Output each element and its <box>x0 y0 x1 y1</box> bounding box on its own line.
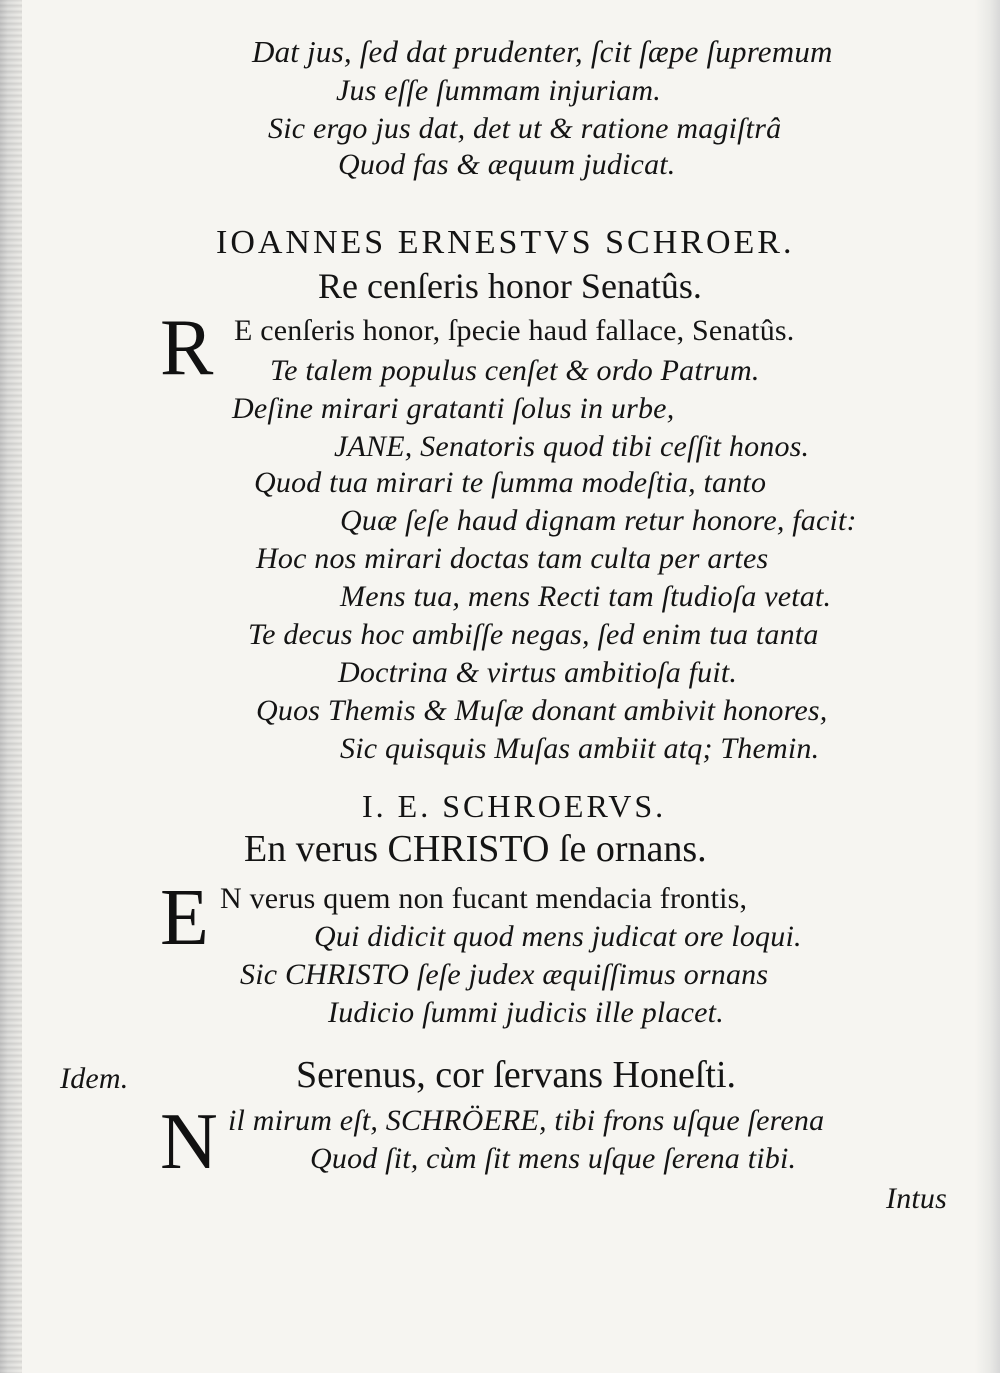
poem-line: JANE, Senatoris quod tibi ceſſit honos. <box>334 430 810 463</box>
poem-line: Te talem populus cenſet & ordo Patrum. <box>270 354 760 387</box>
poem-line: Dat jus, ſed dat prudenter, ſcit ſæpe ſupremum <box>252 34 833 69</box>
author-heading: IOANNES ERNESTVS SCHROER. <box>216 224 795 261</box>
motto-heading: Serenus, cor ſervans Honeſti. <box>296 1054 737 1096</box>
drop-cap: E <box>160 874 209 962</box>
poem-line: Sic ergo jus dat, det ut & ratione magiſtrâ <box>268 112 782 145</box>
poem-line: N verus quem non fucant mendacia frontis, <box>220 882 748 915</box>
poem-line: Quod tua mirari te ſumma modeſtia, tanto <box>254 466 767 499</box>
poem-line: Jus eſſe ſummam injuriam. <box>336 74 661 107</box>
author-heading: I. E. SCHROERVS. <box>362 788 667 824</box>
poem-line: Quod fas & æquum judicat. <box>338 148 676 181</box>
poem-line: Deſine mirari gratanti ſolus in urbe, <box>232 392 675 425</box>
poem-line: Iudicio ſummi judicis ille placet. <box>328 996 724 1029</box>
poem-line: Qui didicit quod mens judicat ore loqui. <box>314 920 802 953</box>
drop-cap: R <box>160 304 214 392</box>
motto-heading: Re cenſeris honor Senatûs. <box>318 266 702 306</box>
poem-line: Sic quisquis Muſas ambiit atq; Themin. <box>340 732 820 765</box>
poem-line: Mens tua, mens Recti tam ſtudioſa vetat. <box>340 580 832 613</box>
poem-line: Quos Themis & Muſæ donant ambivit honores, <box>256 694 828 727</box>
poem-line: E cenſeris honor, ſpecie haud fallace, Senatûs. <box>234 314 795 347</box>
poem-line: Sic CHRISTO ſeſe judex æquiſſimus ornans <box>240 958 769 991</box>
poem-line: il mirum eſt, SCHRÖERE, tibi frons uſque ſerena <box>228 1104 825 1137</box>
binding-gutter <box>0 0 22 1373</box>
margin-label: Idem. <box>60 1062 129 1095</box>
poem-line: Quod ſit, cùm ſit mens uſque ſerena tibi. <box>310 1142 797 1175</box>
poem-line: Hoc nos mirari doctas tam culta per artes <box>256 542 769 575</box>
poem-line: Doctrina & virtus ambitioſa fuit. <box>338 656 738 689</box>
drop-cap: N <box>160 1098 218 1186</box>
catchword: Intus <box>886 1182 947 1215</box>
poem-line: Te decus hoc ambiſſe negas, ſed enim tua tanta <box>248 618 819 651</box>
poem-line: Quæ ſeſe haud dignam retur honore, facit: <box>340 504 857 537</box>
motto-heading: En verus CHRISTO ſe ornans. <box>244 828 707 870</box>
